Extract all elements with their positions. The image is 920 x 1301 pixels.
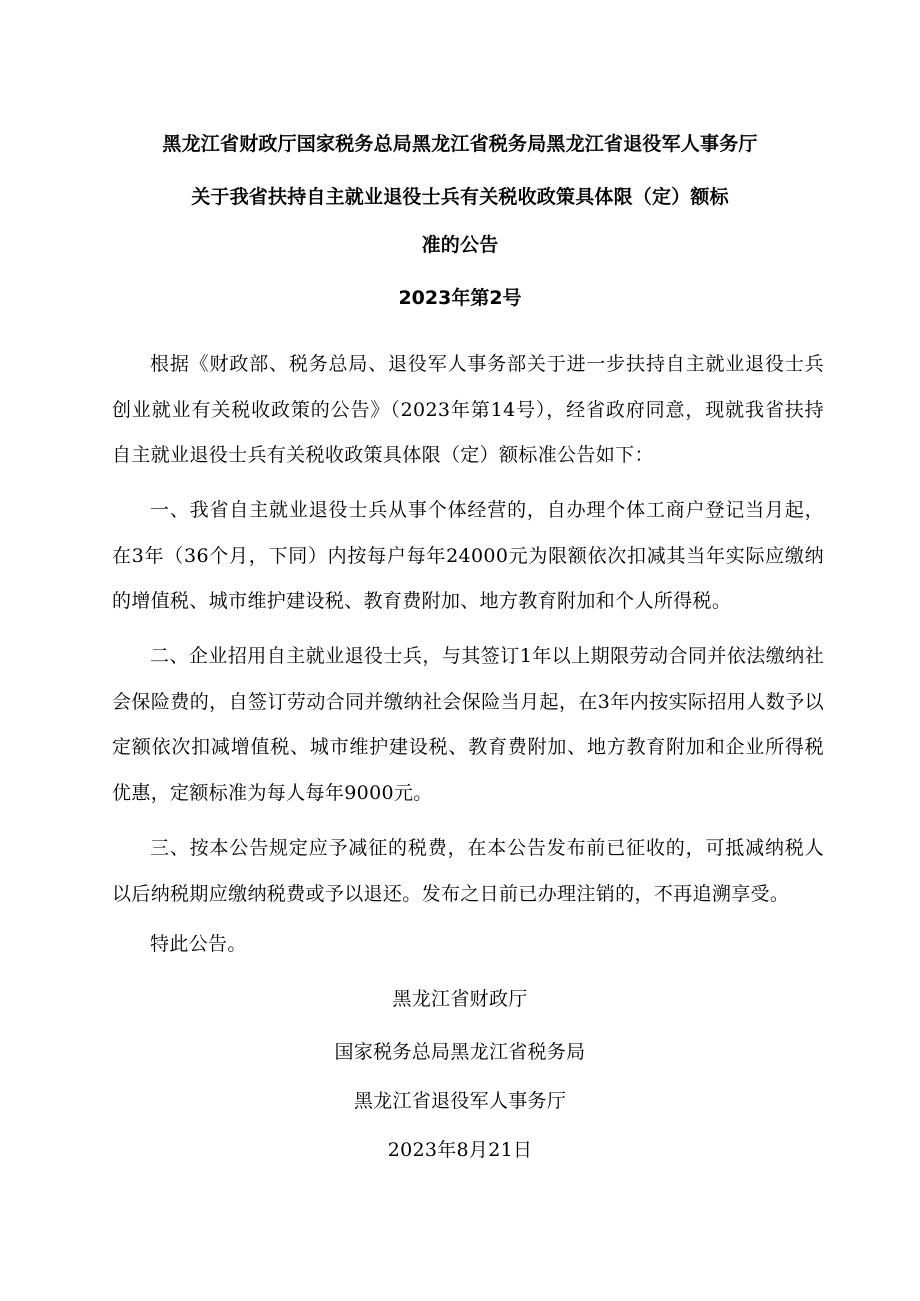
paragraph-item-3: 三、按本公告规定应予减征的税费，在本公告发布前已征收的，可抵减纳税人以后纳税期应缴纳税费或予以退还。发布之日前已办理注销的，不再追溯享受。 [112, 837, 824, 905]
paragraph-closing: 特此公告。 [150, 933, 247, 955]
paragraph-item-1: 一、我省自主就业退役士兵从事个体经营的，自办理个体工商户登记当月起，在3年（36个月，下同）内按每户每年24000元为限额依次扣减其当年实际应缴纳的增值税、城市维护建设税、教育费附加、地方教育附加和个人所得税。 [112, 499, 824, 612]
signatory-veterans-department: 黑龙江省退役军人事务厅 [353, 1090, 567, 1112]
paragraph-preamble: 根据《财政部、税务总局、退役军人事务部关于进一步扶持自主就业退役士兵创业就业有关税收政策的公告》（2023年第14号），经省政府同意，现就我省扶持自主就业退役士兵有关税收政策具体限（定）额标准公告如下： [112, 353, 824, 466]
paragraph-item-2: 二、企业招用自主就业退役士兵，与其签订1年以上期限劳动合同并依法缴纳社会保险费的，自签订劳动合同并缴纳社会保险当月起，在3年内按实际招用人数予以定额依次扣减增值税、城市维护建设税、教育费附加、地方教育附加和企业所得税优惠，定额标准为每人每年9000元。 [112, 645, 824, 804]
title-line-3: 准的公告 [421, 234, 499, 256]
publication-date: 2023年8月21日 [387, 1139, 533, 1161]
title-line-1: 黑龙江省财政厅国家税务总局黑龙江省税务局黑龙江省退役军人事务厅 [162, 133, 758, 155]
signatory-tax-bureau: 国家税务总局黑龙江省税务局 [334, 1041, 586, 1063]
document-number: 2023年第2号 [398, 287, 522, 309]
title-line-2: 关于我省扶持自主就业退役士兵有关税收政策具体限（定）额标 [191, 186, 729, 208]
signatory-finance-department: 黑龙江省财政厅 [392, 988, 528, 1010]
